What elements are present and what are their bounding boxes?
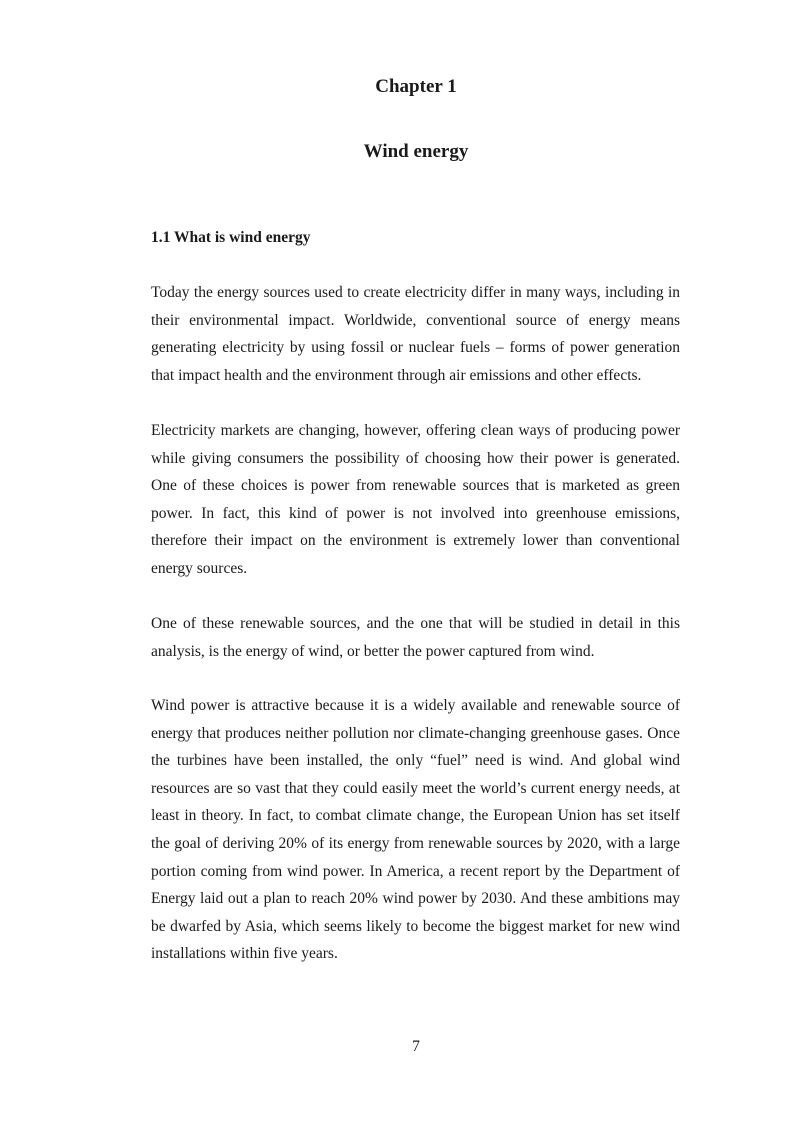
paragraph: One of these renewable sources, and the one that will be studied in detail in this analysis, is the energy of wind, or better the power captured from wind.: [151, 615, 680, 660]
paragraph: Electricity markets are changing, however, offering clean ways of producing power while giving consumers the possibility of choosing how their power is generated. One of these choices is power from renewable sources that is marketed as green power. In fact, this kind of power is not involved into greenhouse emissions, therefore their impact on the environment is extremely lower than conventional energy sources.: [151, 422, 680, 577]
paragraph: Wind power is attractive because it is a widely available and renewable source of energy that produces neither pollution nor climate-changing greenhouse gases. Once the turbines have been installed, the only “fuel” need is wind. And global wind resources are so vast that they could easily meet the world’s current energy needs, at least in theory. In fact, to combat climate change, the European Union has set itself the goal of deriving 20% of its energy from renewable sources by 2020, with a large portion coming from wind power. In America, a recent report by the Department of Energy laid out a plan to reach 20% wind power by 2030. And these ambitions may be dwarfed by Asia, which seems likely to become the biggest market for new wind installations within five years.: [151, 697, 680, 963]
paragraph: Today the energy sources used to create electricity differ in many ways, including in their environmental impact. Worldwide, conventional source of energy means generating electricity by using fossil or nuclear fuels – forms of power generation that impact health and the environment through air emissions and other effects.: [151, 284, 680, 384]
chapter-title: Wind energy: [363, 141, 469, 162]
chapter-label: Chapter 1: [375, 76, 457, 97]
page-number: 7: [412, 1038, 420, 1055]
section-heading: 1.1 What is wind energy: [151, 229, 311, 246]
